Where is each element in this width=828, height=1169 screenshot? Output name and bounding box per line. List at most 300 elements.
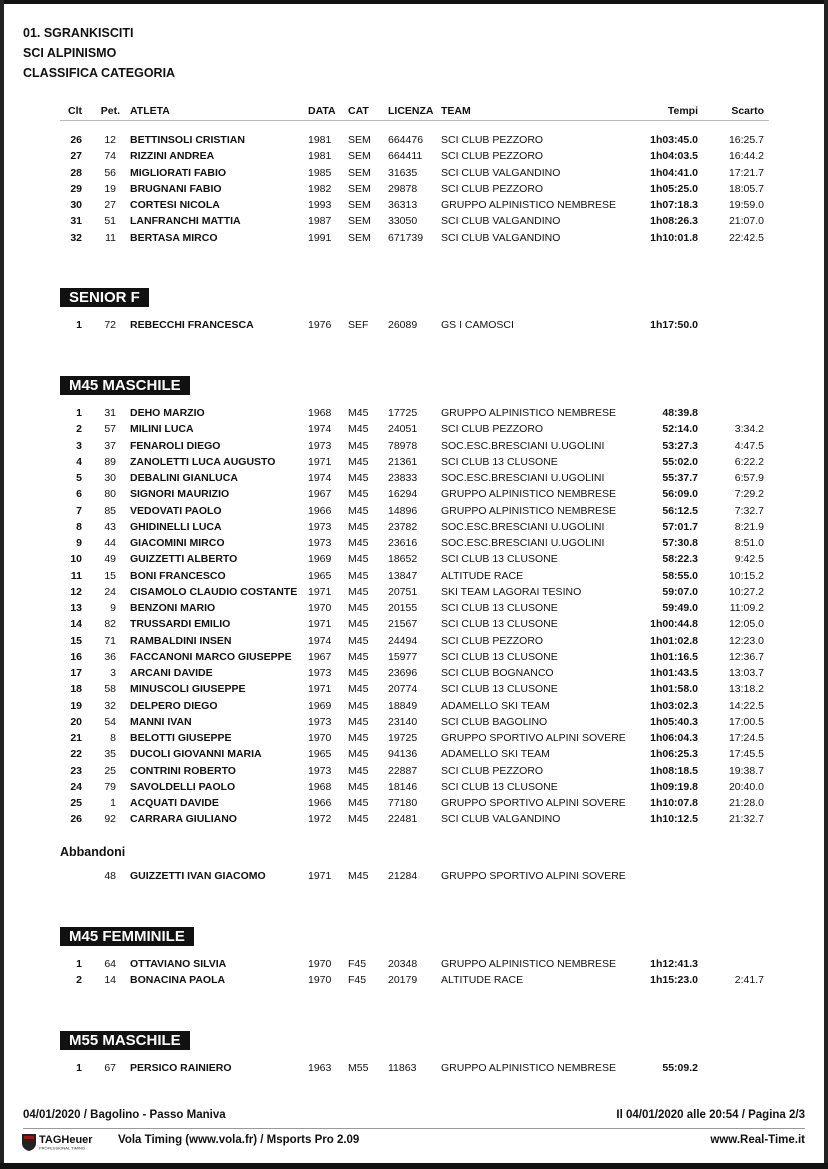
team-cell: SCI CLUB PEZZORO <box>441 182 544 195</box>
category-cell: SEM <box>348 134 371 146</box>
team-cell: ADAMELLO SKI TEAM <box>441 748 550 761</box>
year-cell: 1993 <box>308 199 332 211</box>
athlete-cell: BONACINA PAOLA <box>130 974 226 987</box>
bib-cell: 58 <box>104 683 116 696</box>
team-cell: SCI CLUB BAGOLINO <box>441 715 548 728</box>
athlete-cell: FENAROLI DIEGO <box>130 439 221 452</box>
licence-cell: 14896 <box>388 504 418 517</box>
team-cell: SOC.ESC.BRESCIANI U.UGOLINI <box>441 537 605 549</box>
athlete-cell: DEBALINI GIANLUCA <box>130 472 238 484</box>
category-cell: SEM <box>348 199 371 211</box>
category-cell: M45 <box>348 407 369 419</box>
rank-cell: 5 <box>76 472 82 484</box>
bib-cell: 74 <box>104 150 116 163</box>
year-cell: 1974 <box>308 423 332 436</box>
time-cell: 55:09.2 <box>662 1062 698 1074</box>
bib-cell: 32 <box>104 699 116 712</box>
result-row <box>0 618 828 634</box>
athlete-cell: DUCOLI GIOVANNI MARIA <box>130 748 262 761</box>
team-cell: SCI CLUB 13 CLUSONE <box>441 455 558 468</box>
rank-cell: 1 <box>76 1062 82 1074</box>
result-row <box>0 472 828 488</box>
rank-cell: 20 <box>70 715 82 728</box>
time-cell: 1h10:07.8 <box>650 797 698 809</box>
result-row <box>0 521 828 537</box>
result-row <box>0 716 828 732</box>
gap-cell: 21:32.7 <box>728 813 764 826</box>
category-cell: SEM <box>348 182 371 195</box>
year-cell: 1973 <box>308 667 332 679</box>
category-cell: SEM <box>348 150 371 163</box>
year-cell: 1965 <box>308 569 332 582</box>
time-cell: 1h10:01.8 <box>650 231 698 244</box>
result-row <box>0 813 828 829</box>
gap-cell: 21:28.0 <box>728 797 764 809</box>
rank-cell: 7 <box>76 504 82 517</box>
category-cell: M45 <box>348 667 369 679</box>
year-cell: 1971 <box>308 585 332 598</box>
gap-cell: 17:21.7 <box>728 166 764 179</box>
year-cell: 1973 <box>308 520 332 533</box>
footer-software: Vola Timing (www.vola.fr) / Msports Pro 2.09 <box>118 1134 360 1146</box>
bib-cell: 49 <box>104 553 116 566</box>
rank-cell: 1 <box>76 958 82 970</box>
time-cell: 1h03:45.0 <box>650 134 698 146</box>
result-row <box>0 602 828 618</box>
gap-cell: 9:42.5 <box>734 553 764 566</box>
athlete-cell: RIZZINI ANDREA <box>130 150 215 163</box>
year-cell: 1966 <box>308 797 332 809</box>
bib-cell: 30 <box>104 472 116 484</box>
col-header-time: Tempi <box>667 105 698 117</box>
licence-cell: 18146 <box>388 780 418 793</box>
time-cell: 1h04:41.0 <box>650 166 698 179</box>
category-cell: M45 <box>348 618 369 631</box>
time-cell: 57:01.7 <box>662 520 698 533</box>
team-cell: GRUPPO SPORTIVO ALPINI SOVERE <box>441 797 626 809</box>
category-cell: SEM <box>348 166 371 179</box>
rank-cell: 16 <box>70 650 82 663</box>
result-row <box>0 407 828 423</box>
athlete-cell: BENZONI MARIO <box>130 602 216 614</box>
tagheuer-logo <box>21 1132 121 1152</box>
gap-cell: 6:22.2 <box>734 455 764 468</box>
athlete-cell: REBECCHI FRANCESCA <box>130 319 254 331</box>
result-row <box>0 732 828 748</box>
year-cell: 1974 <box>308 634 332 647</box>
licence-cell: 11863 <box>388 1062 417 1074</box>
time-cell: 1h01:43.5 <box>650 667 698 679</box>
team-cell: ALTITUDE RACE <box>441 569 524 582</box>
time-cell: 56:12.5 <box>662 504 698 517</box>
year-cell: 1973 <box>308 764 332 777</box>
rank-cell: 9 <box>76 537 82 549</box>
team-cell: SCI CLUB 13 CLUSONE <box>441 553 558 566</box>
licence-cell: 20348 <box>388 958 418 970</box>
licence-cell: 20774 <box>388 683 418 696</box>
year-cell: 1973 <box>308 537 332 549</box>
licence-cell: 24051 <box>388 423 418 436</box>
athlete-cell: GUIZZETTI ALBERTO <box>130 553 238 566</box>
year-cell: 1966 <box>308 504 332 517</box>
gap-cell: 10:27.2 <box>728 585 764 598</box>
category-cell: M45 <box>348 504 369 517</box>
rank-cell: 1 <box>76 407 82 419</box>
year-cell: 1971 <box>308 455 332 468</box>
time-cell: 1h00:44.8 <box>650 618 698 631</box>
team-cell: GRUPPO ALPINISTICO NEMBRESE <box>441 504 617 517</box>
time-cell: 1h09:19.8 <box>650 780 698 793</box>
footer-website[interactable]: www.Real-Time.it <box>710 1134 805 1146</box>
bib-cell: 56 <box>104 166 116 179</box>
team-cell: SCI CLUB 13 CLUSONE <box>441 780 558 793</box>
time-cell: 1h01:58.0 <box>650 683 698 696</box>
licence-cell: 23782 <box>388 520 418 533</box>
team-cell: SCI CLUB PEZZORO <box>441 150 544 163</box>
page-border-top <box>0 0 828 4</box>
time-cell: 1h04:03.5 <box>650 150 698 163</box>
time-cell: 1h03:02.3 <box>650 699 698 712</box>
athlete-cell: LANFRANCHI MATTIA <box>130 215 241 228</box>
category-cell: M45 <box>348 423 369 436</box>
category-cell: M45 <box>348 732 369 744</box>
page-border-bottom <box>0 1163 828 1169</box>
licence-cell: 13847 <box>388 569 418 582</box>
bib-cell: 44 <box>104 537 116 549</box>
gap-cell: 11:09.2 <box>729 602 764 614</box>
gap-cell: 18:05.7 <box>728 182 764 195</box>
athlete-cell: MIGLIORATI FABIO <box>130 166 227 179</box>
svg-text:TAGHeuer: TAGHeuer <box>39 1134 93 1146</box>
category-cell: M45 <box>348 813 369 826</box>
year-cell: 1969 <box>308 553 332 566</box>
time-cell: 58:22.3 <box>662 553 698 566</box>
rank-cell: 26 <box>70 813 82 826</box>
licence-cell: 23140 <box>388 715 418 728</box>
licence-cell: 26089 <box>388 319 418 331</box>
time-cell: 57:30.8 <box>662 537 698 549</box>
rank-cell: 27 <box>70 150 82 163</box>
result-row <box>0 167 828 183</box>
year-cell: 1967 <box>308 488 332 501</box>
bib-cell: 51 <box>104 215 116 228</box>
rank-cell: 10 <box>70 553 82 566</box>
result-row <box>0 651 828 667</box>
category-cell: M45 <box>348 520 369 533</box>
licence-cell: 21567 <box>388 618 418 631</box>
time-cell: 59:49.0 <box>662 602 698 614</box>
bib-cell: 48 <box>104 870 116 882</box>
result-row <box>0 232 828 248</box>
ranking-type-title: CLASSIFICA CATEGORIA <box>23 66 176 80</box>
year-cell: 1985 <box>308 166 332 179</box>
result-row <box>0 319 828 335</box>
gap-cell: 2:41.7 <box>734 974 764 987</box>
athlete-cell: SIGNORI MAURIZIO <box>130 488 230 501</box>
gap-cell: 19:59.0 <box>728 199 764 211</box>
result-row <box>0 765 828 781</box>
licence-cell: 29878 <box>388 182 418 195</box>
team-cell: GRUPPO ALPINISTICO NEMBRESE <box>441 1062 617 1074</box>
team-cell: SCI CLUB VALGANDINO <box>441 813 561 826</box>
col-header-clt: Clt <box>68 105 82 117</box>
athlete-cell: MILINI LUCA <box>130 423 194 436</box>
category-cell: M45 <box>348 780 369 793</box>
team-cell: SCI CLUB VALGANDINO <box>441 231 561 244</box>
footer-divider <box>23 1128 805 1129</box>
bib-cell: 89 <box>104 455 116 468</box>
rank-cell: 19 <box>70 699 82 712</box>
bib-cell: 72 <box>104 319 116 331</box>
year-cell: 1968 <box>308 407 332 419</box>
time-cell: 1h07:18.3 <box>650 199 698 211</box>
time-cell: 1h12:41.3 <box>650 958 698 970</box>
result-row <box>0 505 828 521</box>
year-cell: 1970 <box>308 958 332 970</box>
licence-cell: 21284 <box>388 870 418 882</box>
gap-cell: 7:32.7 <box>734 504 764 517</box>
athlete-cell: FACCANONI MARCO GIUSEPPE <box>130 650 292 663</box>
year-cell: 1963 <box>308 1062 332 1074</box>
gap-cell: 8:51.0 <box>734 537 764 549</box>
result-row <box>0 423 828 439</box>
category-cell: M45 <box>348 634 369 647</box>
gap-cell: 13:18.2 <box>728 683 764 696</box>
athlete-cell: DEHO MARZIO <box>130 407 205 419</box>
team-cell: ADAMELLO SKI TEAM <box>441 699 550 712</box>
athlete-cell: CONTRINI ROBERTO <box>130 764 236 777</box>
licence-cell: 664411 <box>388 150 423 163</box>
licence-cell: 22481 <box>388 813 418 826</box>
section-m45-maschile-title: M45 MASCHILE <box>60 376 190 395</box>
time-cell: 1h15:23.0 <box>650 974 698 987</box>
result-row <box>0 974 828 990</box>
year-cell: 1967 <box>308 650 332 663</box>
athlete-cell: TRUSSARDI EMILIO <box>130 618 231 631</box>
header-divider <box>60 120 769 121</box>
discipline-title: SCI ALPINISMO <box>23 46 117 60</box>
licence-cell: 23616 <box>388 537 418 549</box>
result-row <box>0 635 828 651</box>
category-cell: SEM <box>348 215 371 228</box>
athlete-cell: MANNI IVAN <box>130 715 192 728</box>
year-cell: 1982 <box>308 182 332 195</box>
licence-cell: 18849 <box>388 699 418 712</box>
rank-cell: 22 <box>70 748 82 761</box>
team-cell: SCI CLUB 13 CLUSONE <box>441 618 558 631</box>
bib-cell: 9 <box>110 602 116 614</box>
licence-cell: 664476 <box>388 134 424 146</box>
team-cell: ALTITUDE RACE <box>441 974 524 987</box>
gap-cell: 22:42.5 <box>728 231 764 244</box>
team-cell: SCI CLUB PEZZORO <box>441 634 544 647</box>
category-cell: M45 <box>348 455 369 468</box>
licence-cell: 22887 <box>388 764 418 777</box>
result-row <box>0 215 828 231</box>
team-cell: GRUPPO SPORTIVO ALPINI SOVERE <box>441 732 626 744</box>
licence-cell: 671739 <box>388 231 424 244</box>
rank-cell: 30 <box>70 199 82 211</box>
bib-cell: 80 <box>104 488 116 501</box>
category-cell: M45 <box>348 870 369 882</box>
time-cell: 52:14.0 <box>662 423 698 436</box>
rank-cell: 32 <box>70 231 82 244</box>
rank-cell: 12 <box>70 585 82 598</box>
bib-cell: 11 <box>105 231 116 244</box>
result-row <box>0 488 828 504</box>
bib-cell: 1 <box>110 797 116 809</box>
category-cell: F45 <box>348 958 367 970</box>
bib-cell: 35 <box>104 748 116 761</box>
team-cell: GRUPPO SPORTIVO ALPINI SOVERE <box>441 870 626 882</box>
bib-cell: 36 <box>104 650 116 663</box>
athlete-cell: BETTINSOLI CRISTIAN <box>130 134 245 146</box>
gap-cell: 16:44.2 <box>728 150 764 163</box>
col-header-gap: Scarto <box>731 105 764 117</box>
bib-cell: 92 <box>104 813 116 826</box>
rank-cell: 13 <box>70 602 82 614</box>
bib-cell: 67 <box>104 1062 116 1074</box>
result-row <box>0 134 828 150</box>
rank-cell: 14 <box>70 618 82 631</box>
bib-cell: 12 <box>104 134 116 146</box>
gap-cell: 10:15.2 <box>728 569 764 582</box>
year-cell: 1976 <box>308 319 332 331</box>
rank-cell: 11 <box>70 569 82 582</box>
col-header-athlete: ATLETA <box>130 105 170 117</box>
footer-page-info: Il 04/01/2020 alle 20:54 / Pagina 2/3 <box>616 1109 805 1121</box>
bib-cell: 19 <box>104 182 116 195</box>
team-cell: GRUPPO ALPINISTICO NEMBRESE <box>441 958 617 970</box>
year-cell: 1972 <box>308 813 332 826</box>
svg-text:PROFESSIONAL TIMING: PROFESSIONAL TIMING <box>39 1145 86 1151</box>
time-cell: 55:37.7 <box>662 472 698 484</box>
time-cell: 1h06:04.3 <box>650 732 698 744</box>
result-row <box>0 700 828 716</box>
bib-cell: 24 <box>104 585 116 598</box>
category-cell: M55 <box>348 1062 369 1074</box>
col-header-licence: LICENZA <box>388 105 434 117</box>
team-cell: GRUPPO ALPINISTICO NEMBRESE <box>441 199 617 211</box>
rank-cell: 17 <box>70 667 82 679</box>
athlete-cell: DELPERO DIEGO <box>130 699 218 712</box>
team-cell: SCI CLUB VALGANDINO <box>441 215 561 228</box>
category-cell: M45 <box>348 569 369 582</box>
year-cell: 1973 <box>308 715 332 728</box>
category-cell: M45 <box>348 797 369 809</box>
time-cell: 1h05:25.0 <box>650 182 698 195</box>
team-cell: SCI CLUB 13 CLUSONE <box>441 650 558 663</box>
gap-cell: 14:22.5 <box>728 699 764 712</box>
time-cell: 55:02.0 <box>662 455 698 468</box>
gap-cell: 20:40.0 <box>728 780 764 793</box>
gap-cell: 4:47.5 <box>734 439 764 452</box>
section-m55-maschile-title: M55 MASCHILE <box>60 1031 190 1050</box>
licence-cell: 15977 <box>388 650 418 663</box>
team-cell: SCI CLUB VALGANDINO <box>441 166 561 179</box>
result-row <box>0 870 828 886</box>
licence-cell: 33050 <box>388 215 418 228</box>
result-row <box>0 537 828 553</box>
result-row <box>0 440 828 456</box>
year-cell: 1974 <box>308 472 332 484</box>
rank-cell: 25 <box>70 797 82 809</box>
athlete-cell: MINUSCOLI GIUSEPPE <box>130 683 246 696</box>
footer-event-info: 04/01/2020 / Bagolino - Passo Maniva <box>23 1109 226 1121</box>
licence-cell: 20751 <box>388 585 418 598</box>
result-row <box>0 570 828 586</box>
athlete-cell: BELOTTI GIUSEPPE <box>130 732 232 744</box>
category-cell: M45 <box>348 537 369 549</box>
rank-cell: 8 <box>76 520 82 533</box>
athlete-cell: GUIZZETTI IVAN GIACOMO <box>130 870 266 882</box>
team-cell: SKI TEAM LAGORAI TESINO <box>441 585 582 598</box>
athlete-cell: BERTASA MIRCO <box>130 231 218 244</box>
result-row <box>0 553 828 569</box>
category-cell: M45 <box>348 553 369 566</box>
athlete-cell: CORTESI NICOLA <box>130 199 220 211</box>
year-cell: 1970 <box>308 732 332 744</box>
result-row <box>0 183 828 199</box>
category-cell: M45 <box>348 472 369 484</box>
time-cell: 48:39.8 <box>662 407 698 419</box>
bib-cell: 3 <box>110 667 116 679</box>
year-cell: 1969 <box>308 699 332 712</box>
year-cell: 1968 <box>308 780 332 793</box>
time-cell: 1h08:26.3 <box>650 215 698 228</box>
rank-cell: 23 <box>70 764 82 777</box>
gap-cell: 17:00.5 <box>728 715 764 728</box>
team-cell: SCI CLUB 13 CLUSONE <box>441 683 558 696</box>
team-cell: GRUPPO ALPINISTICO NEMBRESE <box>441 488 617 501</box>
bib-cell: 57 <box>104 423 116 436</box>
year-cell: 1965 <box>308 748 332 761</box>
category-cell: M45 <box>348 650 369 663</box>
year-cell: 1971 <box>308 683 332 696</box>
team-cell: SCI CLUB 13 CLUSONE <box>441 602 558 614</box>
time-cell: 1h05:40.3 <box>650 715 698 728</box>
time-cell: 1h01:02.8 <box>650 634 698 647</box>
time-cell: 56:09.0 <box>662 488 698 501</box>
gap-cell: 19:38.7 <box>728 764 764 777</box>
gap-cell: 3:34.2 <box>734 423 764 436</box>
category-cell: M45 <box>348 439 369 452</box>
result-row <box>0 199 828 215</box>
rank-cell: 18 <box>70 683 82 696</box>
team-cell: SOC.ESC.BRESCIANI U.UGOLINI <box>441 520 605 533</box>
gap-cell: 8:21.9 <box>734 520 764 533</box>
result-row <box>0 958 828 974</box>
col-header-year: DATA <box>308 105 336 117</box>
col-header-team: TEAM <box>441 105 471 117</box>
result-row <box>0 683 828 699</box>
category-cell: M45 <box>348 488 369 501</box>
category-cell: M45 <box>348 699 369 712</box>
bib-cell: 25 <box>104 764 116 777</box>
licence-cell: 21361 <box>388 455 418 468</box>
gap-cell: 12:23.0 <box>728 634 764 647</box>
licence-cell: 20155 <box>388 602 418 614</box>
col-header-category: CAT <box>348 105 369 117</box>
time-cell: 59:07.0 <box>662 585 698 598</box>
result-row <box>0 586 828 602</box>
category-cell: M45 <box>348 585 369 598</box>
gap-cell: 13:03.7 <box>728 667 764 679</box>
year-cell: 1981 <box>308 134 332 146</box>
year-cell: 1991 <box>308 231 332 244</box>
bib-cell: 85 <box>104 504 116 517</box>
licence-cell: 17725 <box>388 407 418 419</box>
